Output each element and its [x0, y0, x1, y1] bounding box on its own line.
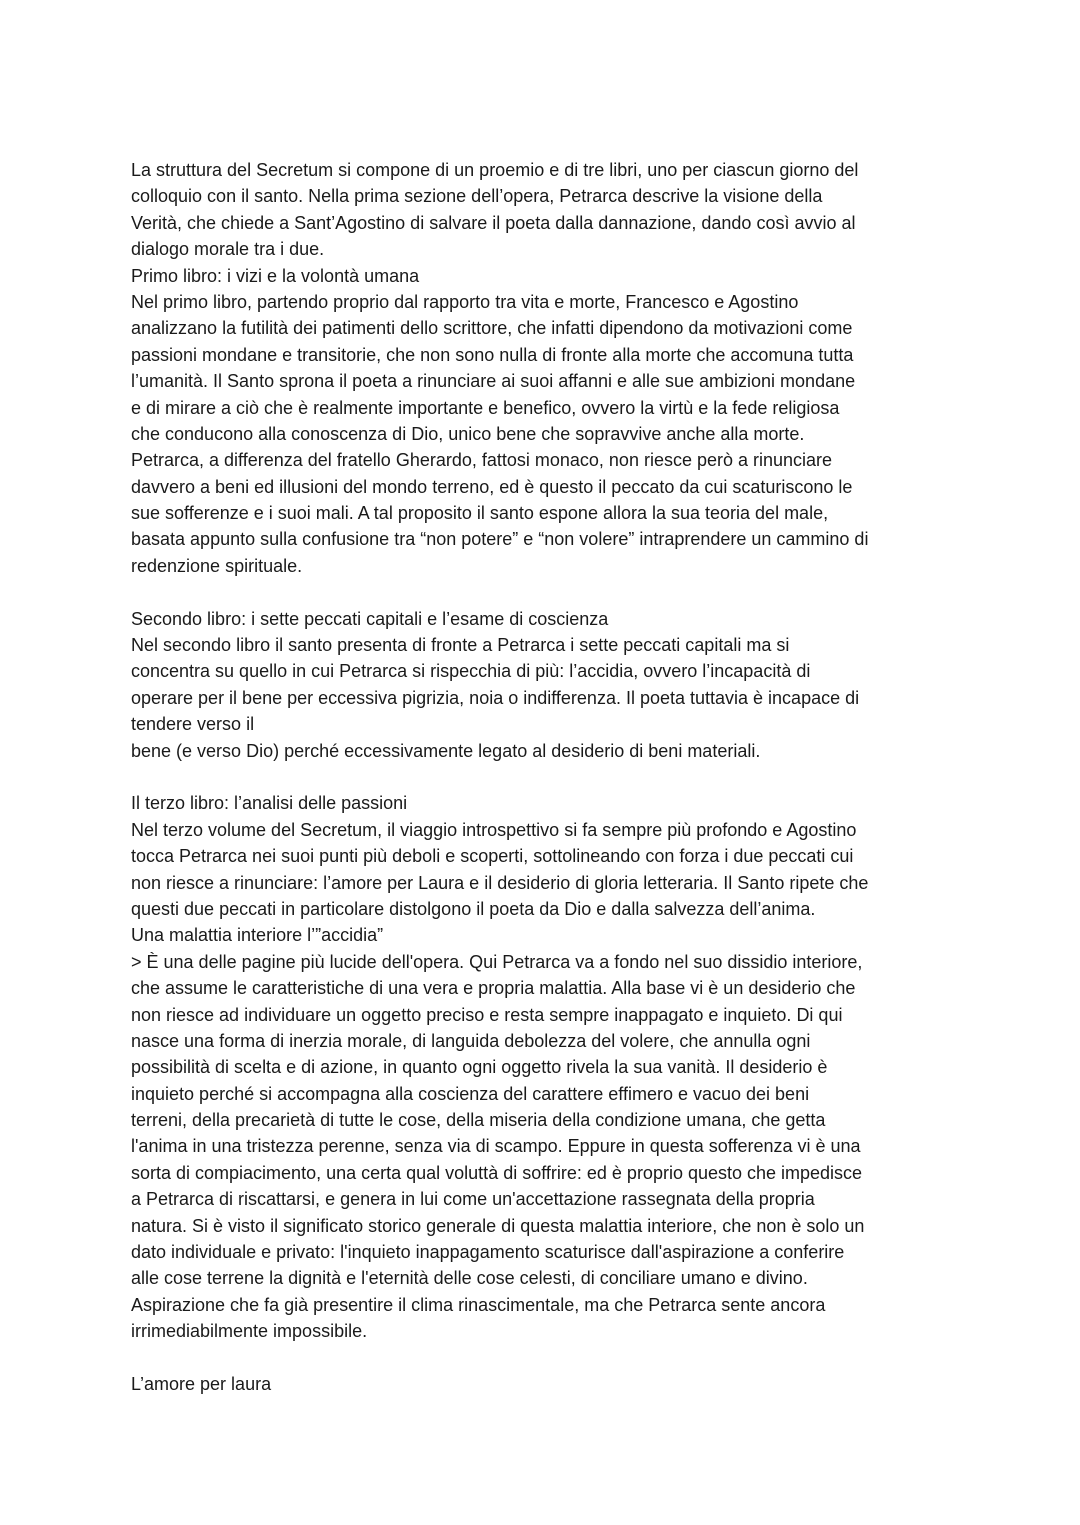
- text-line: davvero a beni ed illusioni del mondo terreno, ed è questo il peccato da cui scaturiscono le: [131, 476, 853, 497]
- text-line: Verità, che chiede a Sant’Agostino di salvare il poeta dalla dannazione, dando così avvio al: [131, 212, 856, 233]
- text-line: [131, 579, 1031, 605]
- text-line: Il terzo libro: l’analisi delle passioni: [131, 793, 408, 814]
- text-line: Primo libro: i vizi e la volontà umana: [131, 265, 420, 286]
- text-line: dato individuale e privato: l'inquieto inappagamento scaturisce dall'aspirazione a conferire: [131, 1242, 845, 1263]
- text-line: Petrarca, a differenza del fratello Gherardo, fattosi monaco, non riesce però a rinunciare: [131, 450, 833, 471]
- text-line: a Petrarca di riscattarsi, e genera in lui come un'accettazione rassegnata della propria: [131, 1189, 815, 1210]
- text-line: sue sofferenze e i suoi mali. A tal proposito il santo espone allora la sua teoria del male,: [131, 503, 829, 524]
- text-line: bene (e verso Dio) perché eccessivamente legato al desiderio di beni materiali.: [131, 740, 761, 761]
- text-line: Nel secondo libro il santo presenta di fronte a Petrarca i sette peccati capitali ma si: [131, 635, 790, 656]
- text-line: basata appunto sulla confusione tra “non potere” e “non volere” intraprendere un cammino di: [131, 529, 869, 550]
- text-line: tocca Petrarca nei suoi punti più deboli e scoperti, sottolineando con forza i due peccati cui: [131, 846, 854, 867]
- text-line: Nel terzo volume del Secretum, il viaggio introspettivo si fa sempre più profondo e Agostino: [131, 819, 857, 840]
- text-line: non riesce ad individuare un oggetto preciso e resta sempre inappagato e inquieto. Di qui: [131, 1004, 843, 1025]
- document-page: [131, 157, 1031, 1397]
- text-line: analizzano la futilità dei patimenti dello scrittore, che infatti dipendono da motivazioni come: [131, 318, 853, 339]
- text-line: tendere verso il: [131, 714, 255, 735]
- text-line: alle cose terrene la dignità e l'eternità delle cose celesti, di conciliare umano e divino.: [131, 1268, 808, 1289]
- text-line: passioni mondane e transitorie, che non sono nulla di fronte alla morte che accomuna tutta: [131, 344, 854, 365]
- text-line: possibilità di scelta e di azione, in quanto ogni oggetto rivela la sua vanità. Il desiderio è: [131, 1057, 828, 1078]
- text-line: e di mirare a ciò che è realmente importante e benefico, ovvero la virtù e la fede religiosa: [131, 397, 840, 418]
- text-line: [131, 764, 1031, 790]
- text-line: concentra su quello in cui Petrarca si rispecchia di più: l’accidia, ovvero l’incapacità di: [131, 661, 811, 682]
- text-line: operare per il bene per eccessiva pigrizia, noia o indifferenza. Il poeta tuttavia è incapace di: [131, 687, 860, 708]
- text-line: redenzione spirituale.: [131, 555, 303, 576]
- text-line: sorta di compiacimento, una certa qual voluttà di soffrire: ed è proprio questo che impedisce: [131, 1162, 863, 1183]
- text-line: La struttura del Secretum si compone di un proemio e di tre libri, uno per ciascun giorno del: [131, 160, 859, 180]
- text-line: non riesce a rinunciare: l’amore per Laura e il desiderio di gloria letteraria. Il Santo ripete che: [131, 872, 869, 893]
- text-line: inquieto perché si accompagna alla coscienza del carattere effimero e vacuo dei beni: [131, 1083, 810, 1104]
- text-line: natura. Si è visto il significato storico generale di questa malattia interiore, che non è solo un: [131, 1215, 865, 1236]
- text-line: questi due peccati in particolare distolgono il poeta da Dio e dalla salvezza dell’anima.: [131, 898, 816, 919]
- text-line: [131, 1345, 1031, 1371]
- text-line: irrimediabilmente impossibile.: [131, 1321, 368, 1342]
- text-line: Secondo libro: i sette peccati capitali e l’esame di coscienza: [131, 608, 609, 629]
- text-line: che conducono alla conoscenza di Dio, unico bene che sopravvive anche alla morte.: [131, 423, 805, 444]
- text-line: dialogo morale tra i due.: [131, 239, 325, 260]
- text-line: terreni, della precarietà di tutte le cose, della miseria della condizione umana, che getta: [131, 1110, 826, 1131]
- text-line: colloquio con il santo. Nella prima sezione dell’opera, Petrarca descrive la visione della: [131, 186, 823, 207]
- text-line: l'anima in una tristezza perenne, senza via di scampo. Eppure in questa sofferenza vi è una: [131, 1136, 861, 1157]
- text-line: L’amore per laura: [131, 1373, 272, 1394]
- text-line: l’umanità. Il Santo sprona il poeta a rinunciare ai suoi affanni e alle sue ambizioni mondane: [131, 371, 856, 392]
- text-line: Nel primo libro, partendo proprio dal rapporto tra vita e morte, Francesco e Agostino: [131, 291, 799, 312]
- text-line: Una malattia interiore l’”accidia”: [131, 925, 384, 946]
- text-line: nasce una forma di inerzia morale, di languida debolezza del volere, che annulla ogni: [131, 1030, 811, 1051]
- text-line: > È una delle pagine più lucide dell'opera. Qui Petrarca va a fondo nel suo dissidio interiore,: [131, 951, 863, 972]
- text-line: che assume le caratteristiche di una vera e propria malattia. Alla base vi è un desiderio che: [131, 978, 856, 999]
- text-line: Aspirazione che fa già presentire il clima rinascimentale, ma che Petrarca sente ancora: [131, 1294, 826, 1315]
